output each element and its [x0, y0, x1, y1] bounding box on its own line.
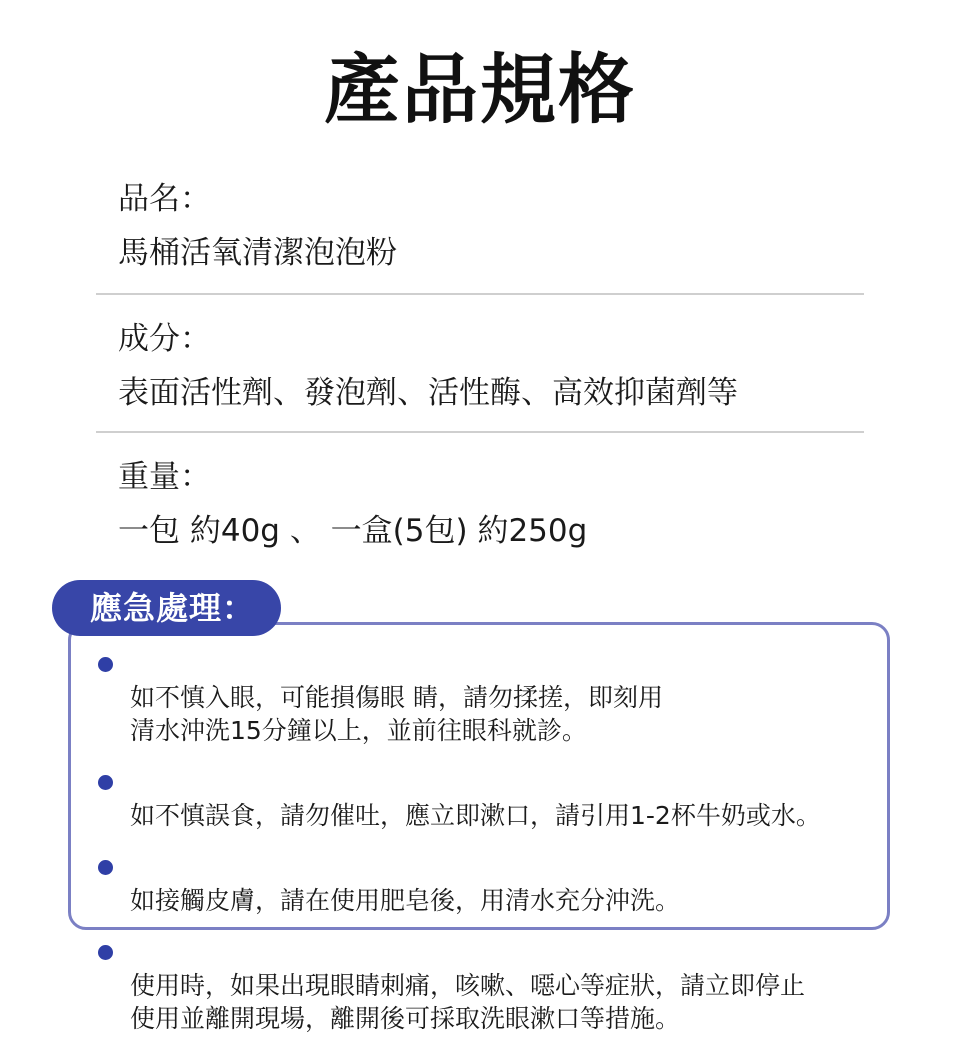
emergency-list	[96, 648, 876, 1054]
spec-weight	[118, 456, 878, 552]
emergency-title: 應急處理：	[52, 580, 281, 636]
emergency-item	[96, 766, 876, 832]
spec-ingredients	[118, 318, 878, 414]
emergency-item-text: 使用時，如果出現眼睛刺痛，咳嗽、噁心等症狀，請立即停止 使用並離開現場，離開後可採取洗眼漱口等措施。	[130, 971, 806, 1033]
spec-label: 品名：	[118, 181, 211, 217]
divider	[96, 293, 864, 295]
bullet-icon	[98, 945, 113, 960]
spec-label: 成分：	[118, 321, 211, 357]
bullet-icon	[98, 657, 113, 672]
page-title: 產品規格	[324, 45, 636, 134]
emergency-item	[96, 936, 876, 1035]
divider	[96, 431, 864, 433]
spec-product-name	[118, 178, 878, 274]
bullet-icon	[98, 860, 113, 875]
emergency-item	[96, 648, 876, 747]
emergency-item	[96, 851, 876, 917]
spec-value: 一包 約40g 、 一盒(5包) 約250g	[118, 513, 588, 549]
bullet-icon	[98, 775, 113, 790]
emergency-item-text: 如不慎誤食，請勿催吐，應立即漱口，請引用1-2杯牛奶或水。	[130, 801, 821, 830]
spec-label: 重量：	[118, 459, 211, 495]
spec-value: 表面活性劑、發泡劑、活性酶、高效抑菌劑等	[118, 375, 738, 411]
spec-value: 馬桶活氧清潔泡泡粉	[118, 235, 397, 271]
emergency-item-text: 如不慎入眼，可能損傷眼 睛，請勿揉搓，即刻用 清水沖洗15分鐘以上，並前往眼科就診。	[130, 683, 663, 745]
emergency-item-text: 如接觸皮膚，請在使用肥皂後，用清水充分沖洗。	[130, 886, 681, 915]
